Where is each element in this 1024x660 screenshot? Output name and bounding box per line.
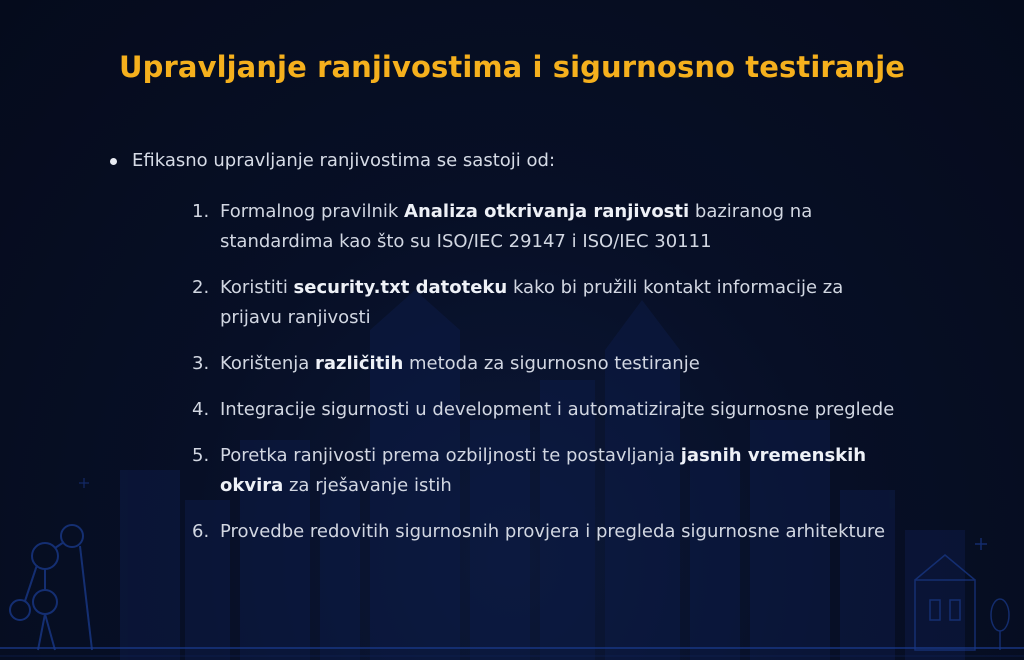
slide-title: Upravljanje ranjivostima i sigurnosno testiranje (118, 50, 905, 84)
item-number: 5. (192, 445, 210, 466)
item-bold-text: jasnih vremenskih okvira (220, 445, 867, 496)
numbered-list (192, 197, 902, 563)
intro-text: Efikasno upravljanje ranjivostima se sastoji od: (132, 150, 556, 171)
item-number: 1. (192, 201, 210, 222)
item-text: Integracije sigurnosti u development i automatizirajte sigurnosne preglede (220, 399, 895, 420)
bullet-dot-icon (110, 158, 117, 165)
item-bold-text: Analiza otkrivanja ranjivosti (404, 201, 690, 222)
item-number: 3. (192, 353, 210, 374)
item-number: 2. (192, 277, 210, 298)
item-number: 6. (192, 521, 210, 542)
item-text: Poretka ranjivosti prema ozbiljnosti te postavljanja jasnih vremenskih okvira za rješavanje istih (220, 445, 867, 496)
item-bold-text: različitih (315, 353, 404, 374)
list-item (192, 517, 902, 547)
item-text: Korištenja različitih metoda za sigurnosno testiranje (220, 353, 700, 374)
list-item (192, 395, 902, 425)
intro-bullet (110, 150, 555, 171)
item-text: Formalnog pravilnik Analiza otkrivanja ranjivosti baziranog na standardima kao što su ISO/IEC 29147 i ISO/IEC 30111 (220, 201, 813, 252)
item-number: 4. (192, 399, 210, 420)
list-item (192, 441, 902, 501)
list-item (192, 197, 902, 257)
item-text: Provedbe redovitih sigurnosnih provjera i pregleda sigurnosne arhitekture (220, 521, 886, 542)
item-bold-text: security.txt datoteku (293, 277, 508, 298)
item-text: Koristiti security.txt datoteku kako bi pružili kontakt informacije za prijavu ranjivosti (220, 277, 844, 328)
list-item (192, 349, 902, 379)
list-item (192, 273, 902, 333)
